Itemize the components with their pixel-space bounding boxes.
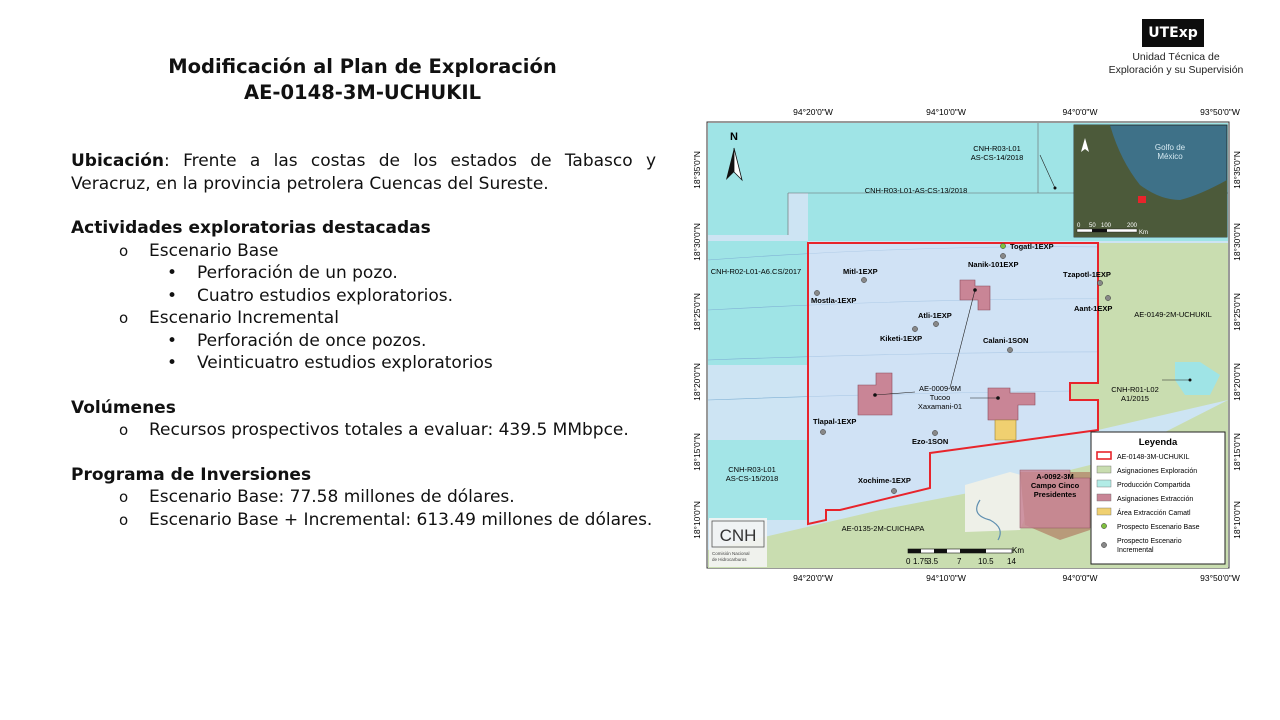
utexp-logo: UTExp [1142, 19, 1204, 47]
lat-tick: 18°20'0"N [692, 363, 702, 401]
lon-tick: 94°10'0"W [926, 573, 966, 583]
lat-tick: 18°10'0"N [692, 501, 702, 539]
scale-unit: Km [1012, 546, 1024, 555]
content-body [71, 150, 656, 531]
exploration-map [680, 100, 1265, 590]
legend-label: Incremental [1117, 547, 1154, 554]
well-marker [1000, 253, 1005, 258]
scenario-incremental: o Escenario Incremental [71, 307, 656, 330]
slide-title [110, 54, 615, 106]
inset-gulf-label: México [1157, 152, 1183, 161]
production-sharing-west [708, 241, 808, 365]
unit-name [1080, 51, 1272, 77]
scale-tick: 7 [957, 557, 962, 566]
well-marker [1007, 347, 1012, 352]
well-marker [814, 290, 819, 295]
legend-label: Asignaciones Extracción [1117, 496, 1194, 503]
location-text: : Frente a las costas de los estados de Tabasco y Veracruz, en la provincia petrolera Cuencas del Sureste. [71, 151, 656, 194]
well-label: Atli-1EXP [918, 311, 952, 320]
block-label: CNH-R03-L01 [728, 465, 776, 474]
well-label: Togatl-1EXP [1010, 242, 1054, 251]
block-label: CNH-R03-L01 [973, 144, 1021, 153]
lat-tick: 18°30'0"N [692, 223, 702, 261]
scale-tick: 14 [1007, 557, 1016, 566]
scale-tick: 3.5 [927, 557, 939, 566]
scale-tick: 10.5 [978, 557, 994, 566]
lat-tick: 18°35'0"N [1232, 151, 1242, 189]
lon-tick: 93°50'0"W [1200, 573, 1240, 583]
block-label: Campo Cinco [1030, 481, 1080, 490]
incremental-item: • Veinticuatro estudios exploratorios [71, 352, 656, 375]
legend-label: Prospecto Escenario [1117, 538, 1182, 545]
well-marker [891, 488, 896, 493]
investment-item: o Escenario Base: 77.58 millones de dólares. [71, 486, 656, 509]
well-label: Calani-1SON [983, 336, 1029, 345]
block-label: Xaxamani-01 [917, 402, 963, 411]
lon-tick: 94°0'0"W [1062, 107, 1098, 117]
well-label: Tlapal-1EXP [813, 417, 857, 426]
lon-tick: 93°50'0"W [1200, 107, 1240, 117]
well-marker [933, 321, 938, 326]
lon-tick: 94°20'0"W [793, 107, 833, 117]
well-label: Aant-1EXP [1074, 304, 1113, 313]
lat-tick: 18°30'0"N [1232, 223, 1242, 261]
legend-label: Prospecto Escenario Base [1117, 524, 1200, 531]
lon-tick: 94°10'0"W [926, 107, 966, 117]
inset-scale-tick: 100 [1101, 223, 1112, 229]
legend-label: Producción Compartida [1117, 482, 1191, 489]
well-label: Mostla-1EXP [811, 296, 857, 305]
block-label: CNH-R02-L01-A6.CS/2017 [710, 267, 802, 276]
inset-scale-tick: 200 [1127, 223, 1138, 229]
well-label: Kiketi-1EXP [880, 334, 923, 343]
inset-scale-tick: 0 [1077, 223, 1081, 229]
location-paragraph [71, 150, 656, 195]
lat-tick: 18°20'0"N [1232, 363, 1242, 401]
incremental-item: • Perforación de once pozos. [71, 330, 656, 353]
block-label: AE-0149-2M-UCHUKIL [1134, 310, 1212, 319]
investment-item: o Escenario Base + Incremental: 613.49 millones de dólares. [71, 509, 656, 532]
well-marker [932, 430, 937, 435]
map-legend [1091, 432, 1225, 564]
well-label: Nanik-101EXP [968, 260, 1019, 269]
lat-tick: 18°25'0"N [692, 293, 702, 331]
legend-label: Área Extracción Camatl [1117, 510, 1191, 517]
block-label: CNH-R03-L01-AS-CS-13/2018 [864, 186, 968, 195]
scale-tick: 1.75 [913, 557, 929, 566]
block-label: AS-CS-15/2018 [725, 474, 779, 483]
well-label: Ezo-1SON [912, 437, 949, 446]
location-inset [1074, 125, 1227, 237]
inset-gulf-label: Golfo de [1154, 143, 1186, 152]
volumes-heading: Volúmenes [71, 397, 176, 418]
well-label: Mitl-1EXP [843, 267, 878, 276]
block-label: AS-CS-14/2018 [970, 153, 1024, 162]
legend-label: AE-0148-3M-UCHUKIL [1117, 454, 1190, 461]
lon-tick: 94°20'0"W [793, 573, 833, 583]
block-label: Presidentes [1033, 490, 1077, 499]
lat-tick: 18°15'0"N [692, 433, 702, 471]
well-marker [1097, 280, 1102, 285]
title-line-2: AE-0148-3M-UCHUKIL [243, 81, 482, 104]
well-label: Tzapotl-1EXP [1063, 270, 1111, 279]
base-item: • Perforación de un pozo. [71, 262, 656, 285]
cnh-logo [709, 518, 767, 567]
well-marker [1000, 243, 1005, 248]
investment-heading: Programa de Inversiones [71, 464, 312, 485]
lat-tick: 18°25'0"N [1232, 293, 1242, 331]
unit-name-line-2: Exploración y su Supervisión [1108, 64, 1244, 76]
title-line-1: Modificación al Plan de Exploración [168, 55, 557, 78]
base-item: • Cuatro estudios exploratorios. [71, 285, 656, 308]
inset-scale-unit: Km [1139, 230, 1148, 236]
cnh-logo-text: CNH [719, 526, 757, 545]
scenario-base: o Escenario Base [71, 240, 656, 263]
well-marker [861, 277, 866, 282]
cnh-logo-sub: de Hidrocarburos [712, 557, 747, 562]
well-marker [820, 429, 825, 434]
location-label: Ubicación [71, 151, 165, 171]
cnh-logo-sub: Comisión Nacional [712, 551, 750, 556]
block-label: Tucoo [929, 393, 951, 402]
well-label: Xochime-1EXP [858, 476, 911, 485]
legend-title: Leyenda [1138, 437, 1178, 448]
lat-tick: 18°10'0"N [1232, 501, 1242, 539]
lat-tick: 18°35'0"N [692, 151, 702, 189]
block-label: CNH-R01-L02 [1111, 385, 1159, 394]
block-label: AE-0009-6M [918, 384, 962, 393]
volumes-item: o Recursos prospectivos totales a evaluar: 439.5 MMbpce. [71, 419, 656, 442]
activities-heading: Actividades exploratorias destacadas [71, 218, 431, 238]
block-label: A1/2015 [1121, 394, 1149, 403]
block-label: AE-0135-2M-CUICHAPA [841, 524, 925, 533]
well-marker [1105, 295, 1110, 300]
block-label: A-0092-3M [1036, 472, 1074, 481]
scale-tick: 0 [906, 557, 911, 566]
camatl-area [995, 420, 1016, 440]
inset-scale-tick: 50 [1089, 223, 1096, 229]
unit-name-line-1: Unidad Técnica de [1132, 51, 1220, 63]
legend-label: Asignaciones Exploración [1117, 468, 1198, 475]
lon-tick: 94°0'0"W [1062, 573, 1098, 583]
north-label: N [730, 131, 738, 143]
well-marker [912, 326, 917, 331]
lat-tick: 18°15'0"N [1232, 433, 1242, 471]
